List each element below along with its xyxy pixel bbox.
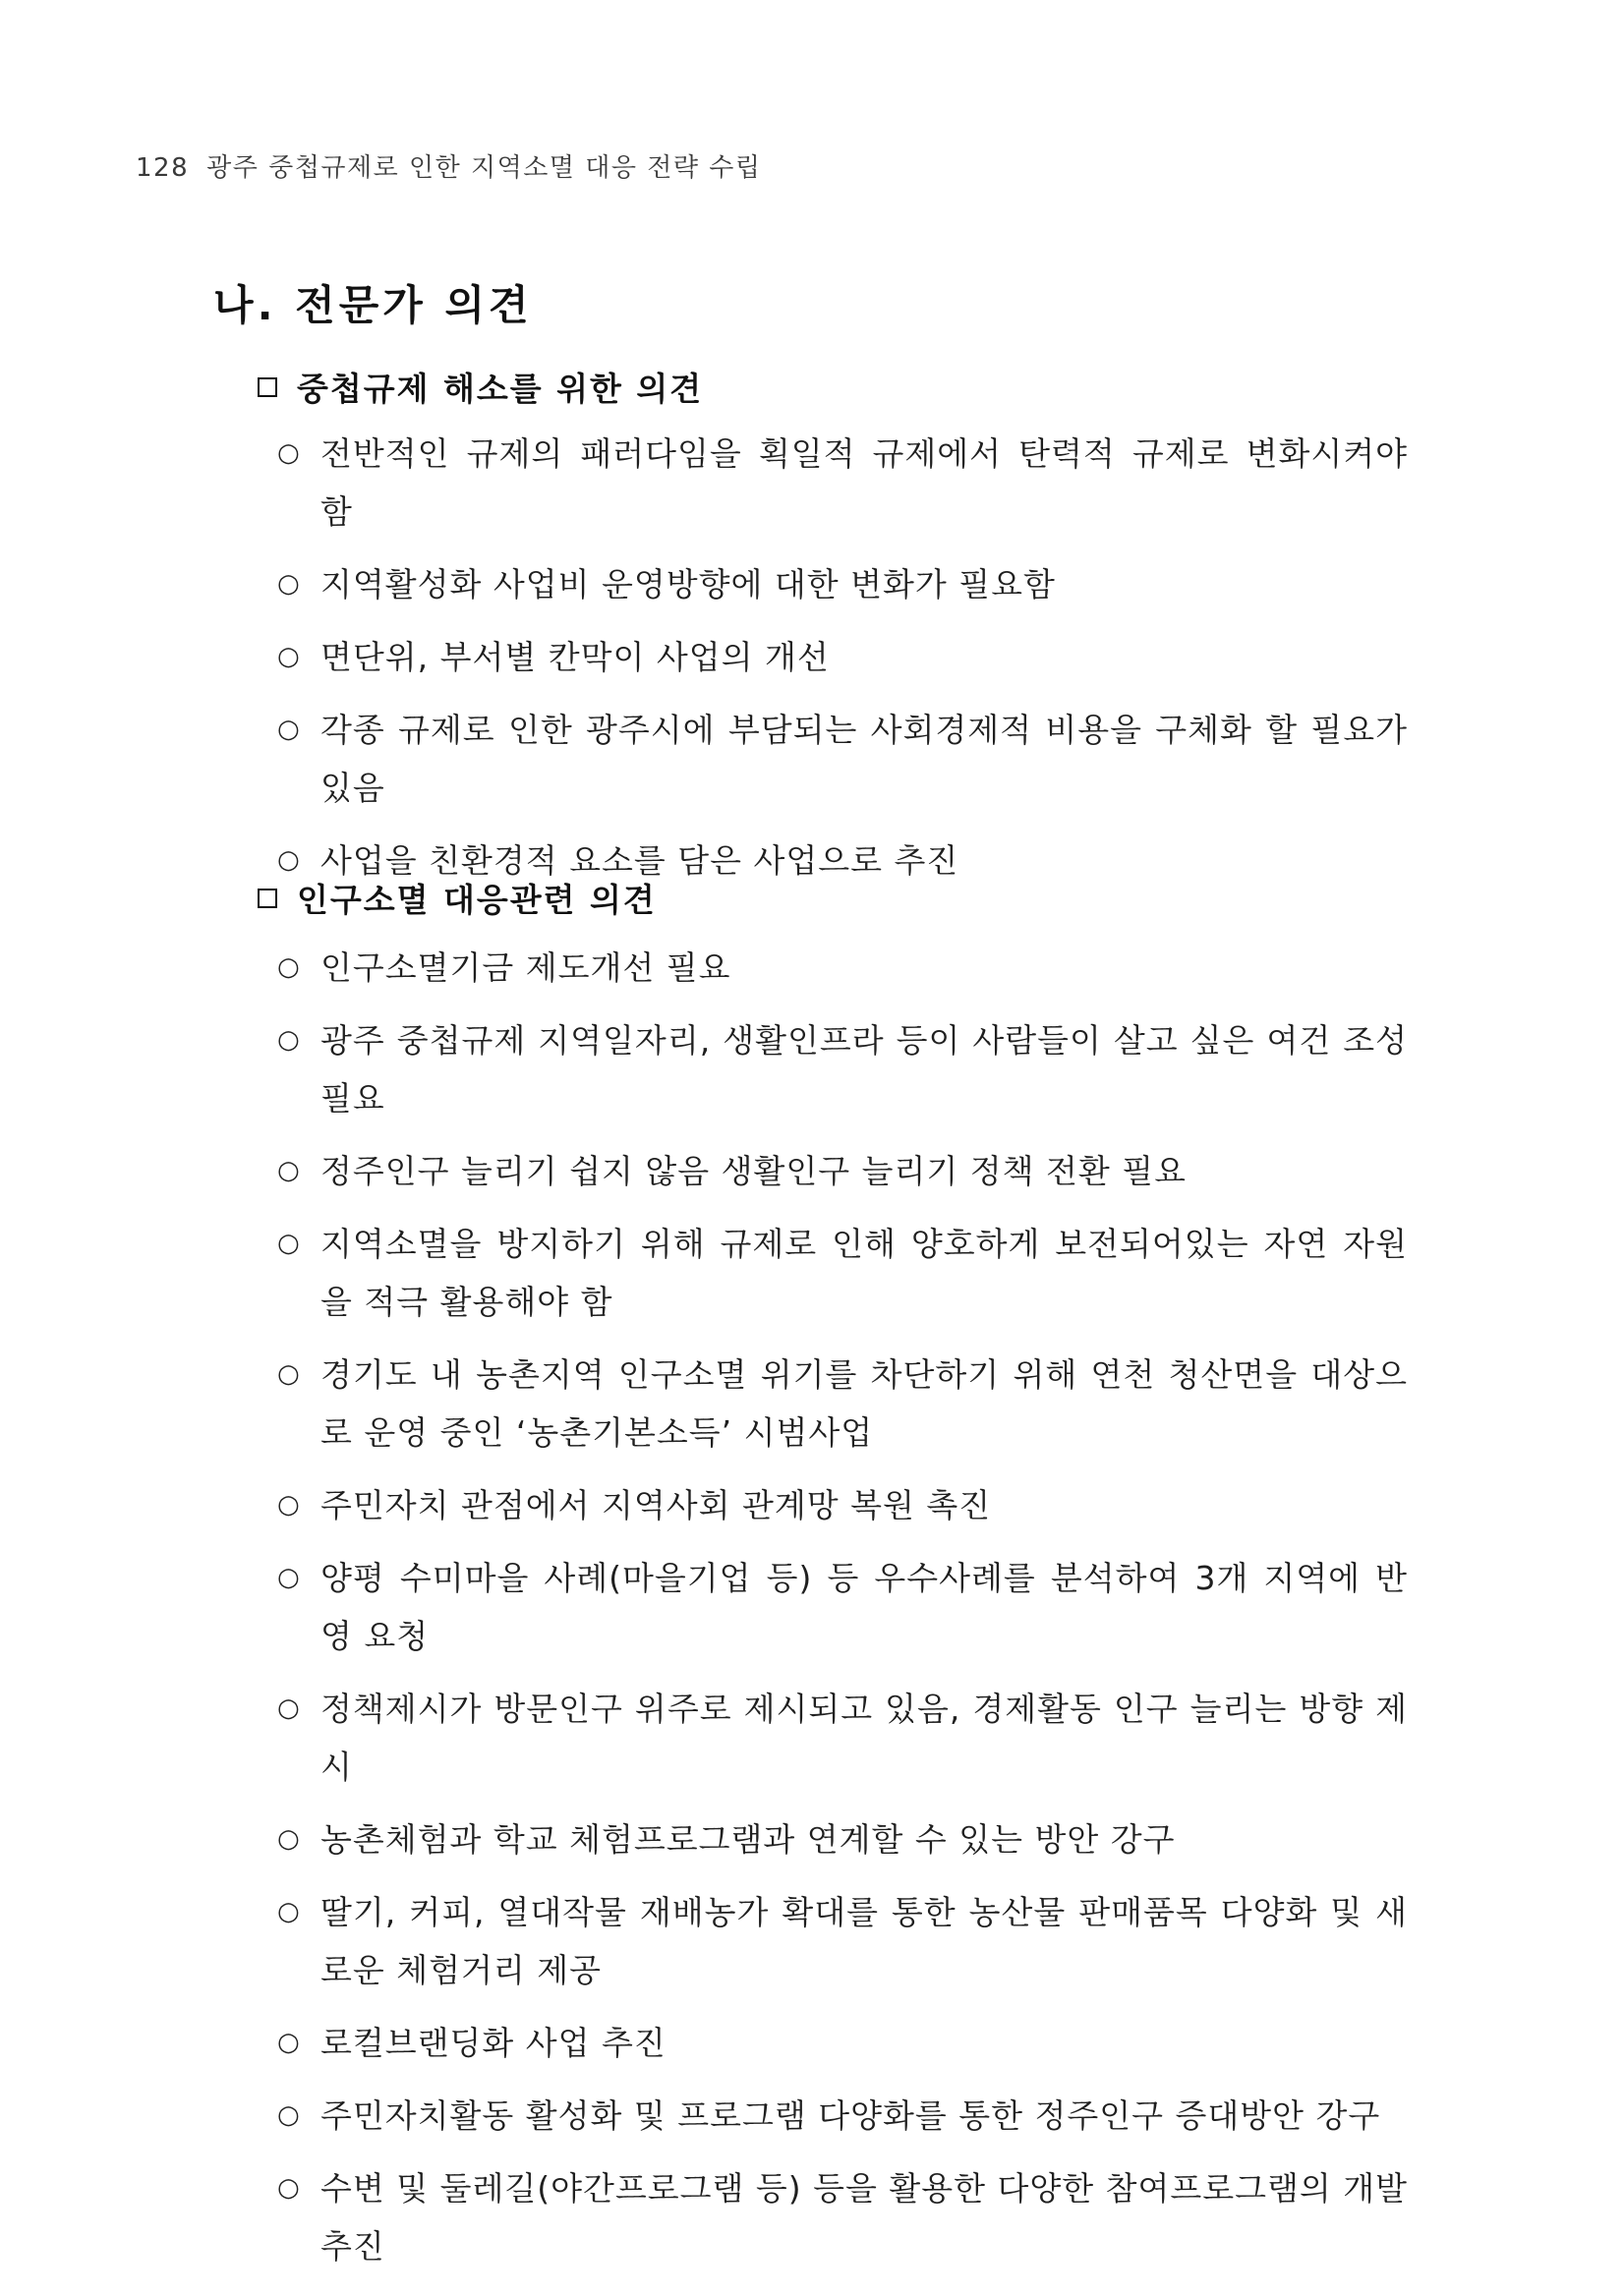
list-item: ○ 양평 수미마을 사례(마을기업 등) 등 우수사례를 분석하여 3개 지역에 반영 요청 [277,1549,1408,1665]
sub-heading-population [258,875,657,921]
circle-bullet-icon: ○ [277,1897,301,1926]
page-number: 128 [136,153,190,183]
circle-bullet-icon: ○ [277,1359,301,1389]
circle-bullet-icon: ○ [277,1824,301,1854]
circle-bullet-icon: ○ [277,1229,301,1258]
regulation-opinion-list [277,425,1408,904]
circle-bullet-icon: ○ [277,569,301,599]
circle-bullet-icon: ○ [277,1156,301,1185]
running-title: 광주 중첩규제로 인한 지역소멸 대응 전략 수립 [206,153,762,183]
sub-heading-label: 중첩규제 해소를 위한 의견 [297,370,704,408]
checkbox-square-icon [258,889,277,908]
list-item: ○ 주민자치 관점에서 지역사회 관계망 복원 촉진 [277,1476,1408,1534]
list-item: ○ 농촌체험과 학교 체험프로그램과 연계할 수 있는 방안 강구 [277,1810,1408,1868]
list-item: ○ 주민자치활동 활성화 및 프로그램 다양화를 통한 정주인구 증대방안 강구 [277,2087,1408,2145]
list-item: ○ 정주인구 늘리기 쉽지 않음 생활인구 늘리기 정책 전환 필요 [277,1142,1408,1200]
circle-bullet-icon: ○ [277,1025,301,1055]
circle-bullet-icon: ○ [277,715,301,744]
sub-heading-label: 인구소멸 대응관련 의견 [297,881,657,919]
list-item: ○ 정책제시가 방문인구 위주로 제시되고 있음, 경제활동 인구 늘리는 방향 제시 [277,1680,1408,1796]
circle-bullet-icon: ○ [277,2173,301,2203]
section-title: 나. 전문가 의견 [213,281,533,329]
list-item: ○ 면단위, 부서별 칸막이 사업의 개선 [277,628,1408,686]
list-item: ○ 사업을 친환경적 요소를 담은 사업으로 추진 [277,832,1408,890]
list-item: ○ 광주 중첩규제 지역일자리, 생활인프라 등이 사람들이 살고 싶은 여건 조성 필요 [277,1011,1408,1127]
sub-heading-regulation [258,364,703,410]
list-item: ○ 전반적인 규제의 패러다임을 획일적 규제에서 탄력적 규제로 변화시켜야 함 [277,425,1408,541]
list-item: ○ 경기도 내 농촌지역 인구소멸 위기를 차단하기 위해 연천 청산면을 대상으로 운영 중인 ‘농촌기본소득’ 시범사업 [277,1346,1408,1462]
circle-bullet-icon: ○ [277,2100,301,2130]
circle-bullet-icon: ○ [277,438,301,468]
running-header [136,147,761,184]
circle-bullet-icon: ○ [277,845,301,875]
list-item: ○ 지역소멸을 방지하기 위해 규제로 인해 양호하게 보전되어있는 자연 자원을 적극 활용해야 함 [277,1215,1408,1331]
circle-bullet-icon: ○ [277,1563,301,1592]
list-item: ○ 지역활성화 사업비 운영방향에 대한 변화가 필요함 [277,555,1408,613]
list-item: ○ 수변 및 둘레길(야간프로그램 등) 등을 활용한 다양한 참여프로그램의 개발 추진 [277,2159,1408,2275]
circle-bullet-icon: ○ [277,1490,301,1520]
population-opinion-list [277,939,1408,2290]
list-item: ○ 인구소멸기금 제도개선 필요 [277,939,1408,997]
circle-bullet-icon: ○ [277,642,301,671]
list-item: ○ 딸기, 커피, 열대작물 재배농가 확대를 통한 농산물 판매품목 다양화 및 새로운 체험거리 제공 [277,1883,1408,1999]
circle-bullet-icon: ○ [277,2028,301,2057]
checkbox-square-icon [258,377,277,397]
list-item: ○ 각종 규제로 인한 광주시에 부담되는 사회경제적 비용을 구체화 할 필요가 있음 [277,701,1408,817]
circle-bullet-icon: ○ [277,952,301,982]
circle-bullet-icon: ○ [277,1693,301,1723]
list-item: ○ 로컬브랜딩화 사업 추진 [277,2014,1408,2072]
